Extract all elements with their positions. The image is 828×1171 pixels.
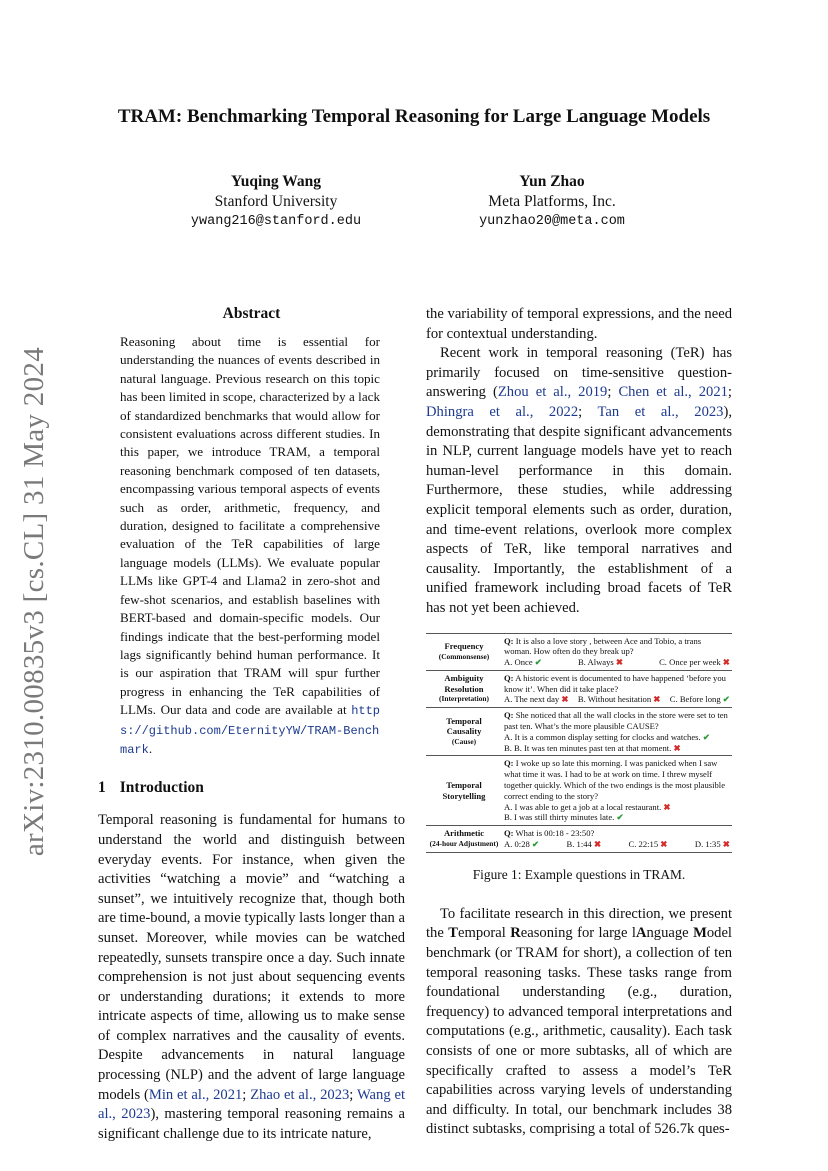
answer-options — [504, 732, 730, 754]
arxiv-identifier: arXiv:2310.00835v3 [cs.CL] 31 May 2024 — [17, 347, 50, 857]
answer-option-text: C. Before long — [669, 694, 721, 705]
citation-link[interactable]: Dhingra et al., 2022 — [426, 403, 579, 420]
intro-p1-end: ), mastering temporal reasoning remains a significant challenge due to its intricate nature, — [98, 1106, 405, 1142]
intro-p3-text: odel benchmark (or TRAM for short), a collection of ten temporal reasoning tasks. These tasks range from foundational understanding (e.g., duration, frequency) to advanced temporal interpretations and computations (e.g., arithmetic, causality). Each task consists of one or more subtasks, all of which are specifically crafted to assess a model’s TeR capabilities across varying levels of understanding and difficulty. In total, our benchmark includes 38 distinct subtasks, comprising a total of 526.7k ques- — [426, 925, 732, 1138]
acronym-letter: M — [693, 925, 707, 942]
check-mark-icon: ✔ — [531, 839, 540, 850]
answer-options — [504, 657, 730, 668]
citation-link[interactable]: Zhou et al., 2019 — [497, 384, 608, 401]
figure-subcategory: (Commonsense) — [438, 651, 490, 661]
figure-subcategory: (24-hour Adjustment) — [429, 839, 499, 849]
question-label: Q: — [504, 758, 514, 769]
figure-row — [426, 633, 732, 670]
answer-option — [659, 657, 730, 668]
section-number: 1 — [98, 779, 106, 797]
citation-link[interactable]: Chen et al., 2021 — [618, 384, 728, 401]
question-text: I woke up so late this morning. I was panicked when I saw what time it was. I had to be at work on time. I threw myself together quickly. Which of the two endings is the most plausible correct ending to the story? — [504, 758, 726, 801]
cross-mark-icon: ✖ — [615, 657, 624, 668]
right-column — [426, 305, 732, 1140]
abstract-end: . — [148, 740, 153, 756]
figure-row — [426, 708, 732, 756]
figure-category-cell — [426, 633, 502, 670]
figure-category-cell — [426, 708, 502, 756]
cross-mark-icon: ✖ — [561, 694, 569, 705]
figure-category-cell — [426, 826, 502, 853]
answer-options — [504, 802, 730, 824]
example-questions-figure — [426, 633, 732, 853]
question-text: A historic event is documented to have happened ‘before you know it’. When did it take place? — [504, 672, 726, 694]
intro-p3-text: nguage — [646, 925, 694, 942]
answer-option — [504, 839, 539, 850]
cross-mark-icon: ✖ — [593, 839, 602, 850]
figure-question-cell — [502, 708, 732, 756]
check-mark-icon: ✔ — [616, 812, 624, 823]
intro-p2-text: Recent work in temporal reasoning (TeR) has primarily focused on time-sensitive question-answering ( — [426, 345, 732, 401]
acronym-letter: A — [635, 925, 647, 942]
answer-option — [504, 694, 569, 705]
answer-option — [504, 732, 730, 743]
figure-question — [504, 828, 730, 839]
intro-p3-text: easoning for large l — [520, 925, 636, 942]
figure-question-cell — [502, 633, 732, 670]
figure-question — [504, 636, 730, 658]
author-affiliation: Meta Platforms, Inc. — [488, 193, 616, 210]
intro-p3-text: emporal — [458, 925, 511, 942]
figure-subcategory: (Interpretation) — [439, 694, 489, 704]
abstract-text — [120, 333, 380, 759]
author-email[interactable]: yunzhao20@meta.com — [479, 214, 625, 229]
figure-category: Temporal Storytelling — [442, 780, 486, 801]
answer-option — [567, 839, 602, 850]
answer-option-text: A. The next day — [504, 694, 560, 705]
figure-question-cell — [502, 756, 732, 826]
intro-paragraph-1-continued: the variability of temporal expressions, and the need for contextual understanding. — [426, 306, 732, 342]
answer-option — [670, 694, 730, 705]
author-block-1 — [188, 172, 364, 232]
intro-p3-text: To facilitate research in this direction, we present the — [426, 905, 732, 942]
abstract-heading: Abstract — [222, 305, 281, 322]
figure-category: Frequency — [444, 640, 484, 651]
citation-link[interactable]: Min et al., 2021 — [148, 1086, 243, 1103]
cross-mark-icon: ✖ — [722, 657, 730, 668]
answer-option — [629, 839, 668, 850]
cross-mark-icon: ✖ — [722, 839, 730, 850]
left-column — [98, 305, 405, 1144]
figure-category-cell — [426, 670, 502, 707]
intro-paragraph-3 — [426, 905, 732, 1140]
answer-option — [504, 743, 730, 754]
answer-option — [695, 839, 730, 850]
answer-option-text: A. Once — [504, 657, 533, 668]
check-mark-icon: ✔ — [534, 657, 542, 668]
cross-mark-icon: ✖ — [660, 839, 668, 850]
author-affiliation: Stanford University — [214, 193, 338, 210]
section-title: Introduction — [119, 779, 204, 797]
acronym-letter: T — [448, 925, 458, 942]
figure-category: Ambiguity Resolution — [444, 672, 484, 694]
paper-title: TRAM: Benchmarking Temporal Reasoning for Large Language Models — [117, 106, 711, 127]
intro-p2-end: ), demonstrating that despite significant advancements in NLP, current language models have yet to reach human-level performance in this domain. Furthermore, these studies, while addressing explicit temporal elements such as order, duration, and time-event relations, overlook more complex aspects of TeR, like temporal narratives and causality. Importantly, the establishment of a unified framework including broad facets of TeR has not yet been achieved. — [426, 403, 732, 616]
author-email[interactable]: ywang216@stanford.edu — [190, 214, 362, 229]
answer-options — [504, 694, 730, 705]
intro-paragraph-1: Temporal reasoning is fundamental for humans to understand the world and distinguish between everyday events. For instance, when given the activities “watching a movie” and “watching a sunset”, we intuitively recognize that, though both are time-bound, a movie typically lasts longer than a sunset. Moreover, while movies can be watched repeatedly, sunsets transpire once a day. Such innate comprehension is not just about sequencing events or understanding durations; it extends to more intricate aspects of time, allowing us to make sense of complex narratives and the causality of events. Despite advancements in natural language processing (NLP) and the advent of large language models (Min et al., 2021; Zhao et al., 2023; Wang et al., 2023), mastering temporal reasoning remains a significant challenge due to its intricate nature, — [98, 812, 405, 1142]
answer-option-text: D. 1:35 — [694, 839, 721, 850]
acronym-letter: R — [510, 925, 521, 942]
cross-mark-icon: ✖ — [663, 801, 671, 812]
answer-option-text: B. B. It was ten minutes past ten at that moment. — [504, 742, 672, 753]
answer-option — [504, 802, 730, 813]
arxiv-sidebar-stamp — [16, 347, 52, 857]
question-label: Q: — [504, 828, 514, 839]
question-label: Q: — [504, 672, 514, 683]
answer-option — [504, 812, 730, 823]
abstract-body: Reasoning about time is essential for understanding the nuances of events described in natural language. Previous research on this topic has been limited in scope, characterized by a lack of standardized benchmarks that would allow for consistent evaluations across different studies. In this paper, we introduce TRAM, a temporal reasoning benchmark composed of ten datasets, encompassing various temporal aspects of events such as order, arithmetic, frequency, and duration, designed to facilitate a comprehensive evaluation of the TeR capabilities of large language models (LLMs). We evaluate popular LLMs like GPT-4 and Llama2 in zero-shot and few-shot scenarios, and establish baselines with BERT-based and domain-specific models. Our findings indicate that the best-performing model lags significantly behind human performance. It is our aspiration that TRAM will spur further progress in enhancing the TeR capabilities of LLMs. Our data and code are available at — [120, 334, 380, 718]
answer-option-text: C. Once per week — [659, 657, 721, 668]
figure-category: Temporal Causality — [446, 715, 482, 737]
figure-question-cell — [502, 826, 732, 853]
question-label: Q: — [504, 710, 514, 721]
answer-option-text: A. I was able to get a job at a local restaurant. — [504, 801, 662, 812]
intro-paragraph-2: Recent work in temporal reasoning (TeR) has primarily focused on time-sensitive question-answering (Zhou et al., 2019; Chen et al., 2021; Dhingra et al., 2022; Tan et al., 2023), demonstrating that despite significant advancements in NLP, current language models have yet to reach human-level performance in this domain. Furthermore, these studies, while addressing explicit temporal elements such as order, duration, and time-event relations, overlook more complex aspects of TeR, like temporal narratives and causality. Importantly, the establishment of a unified framework including broad facets of TeR has not yet been achieved. — [426, 345, 732, 616]
answer-option-text: A. It is a common display setting for clocks and watches. — [504, 731, 701, 742]
figure-question-cell — [502, 670, 732, 707]
question-text: She noticed that all the wall clocks in the store were set to ten past ten. What’s the more plausible CAUSE? — [504, 710, 728, 732]
question-label: Q: — [504, 635, 514, 646]
check-mark-icon: ✔ — [722, 694, 730, 705]
check-mark-icon: ✔ — [702, 731, 711, 742]
intro-p1-text: Temporal reasoning is fundamental for humans to understand the world and distinguish between everyday events. For instance, when given the activities “watching a movie” and “watching a sunset”, we intuitively recognize that, though both are time-bound, a movie typically lasts longer than a sunset. Moreover, while movies can be watched repeatedly, sunsets transpire once a day. Such innate comprehension is not just about sequencing events or understanding durations; it extends to more intricate aspects of time, allowing us to make sense of complex narratives and the causality of events. Despite advancements in natural language processing (NLP) and the advent of large language models ( — [98, 812, 405, 1103]
author-name: Yun Zhao — [519, 173, 585, 190]
answer-option — [578, 657, 623, 668]
section-heading-introduction — [98, 779, 405, 797]
citation-link[interactable]: Wang et al., 2023 — [98, 1086, 405, 1123]
cross-mark-icon: ✖ — [673, 742, 681, 753]
figure-category: Arithmetic — [443, 828, 485, 839]
question-text: It is also a love story , between Ace and Tobio, a trans woman. How often do they break up? — [504, 635, 702, 657]
answer-option-text: B. 1:44 — [566, 839, 592, 850]
author-name: Yuqing Wang — [230, 173, 322, 190]
figure-row — [426, 670, 732, 707]
figure-category-cell — [426, 756, 502, 826]
answer-options — [504, 839, 730, 850]
answer-option — [578, 694, 661, 705]
answer-option-text: A. 0:28 — [504, 839, 530, 850]
answer-option-text: B. Always — [577, 657, 614, 668]
answer-option — [504, 657, 542, 668]
figure-question — [504, 758, 730, 801]
author-block-2 — [468, 172, 636, 232]
answer-option-text: B. Without hesitation — [577, 694, 652, 705]
figure-question — [504, 710, 730, 732]
answer-option-text: C. 22:15 — [628, 839, 659, 850]
figure-subcategory: (Cause) — [451, 737, 477, 747]
figure-row — [426, 756, 732, 826]
code-link[interactable]: https://github.com/EternityYW/TRAM-Benchmark — [120, 704, 380, 757]
figure-caption: Figure 1: Example questions in TRAM. — [472, 866, 686, 882]
answer-option-text: B. I was still thirty minutes late. — [504, 812, 615, 823]
question-text: What is 00:18 - 23:50? — [515, 828, 595, 839]
citation-link[interactable]: Zhao et al., 2023 — [250, 1086, 350, 1103]
figure-question — [504, 673, 730, 695]
figure-row — [426, 826, 732, 853]
citation-link[interactable]: Tan et al., 2023 — [597, 403, 724, 420]
cross-mark-icon: ✖ — [653, 694, 661, 705]
